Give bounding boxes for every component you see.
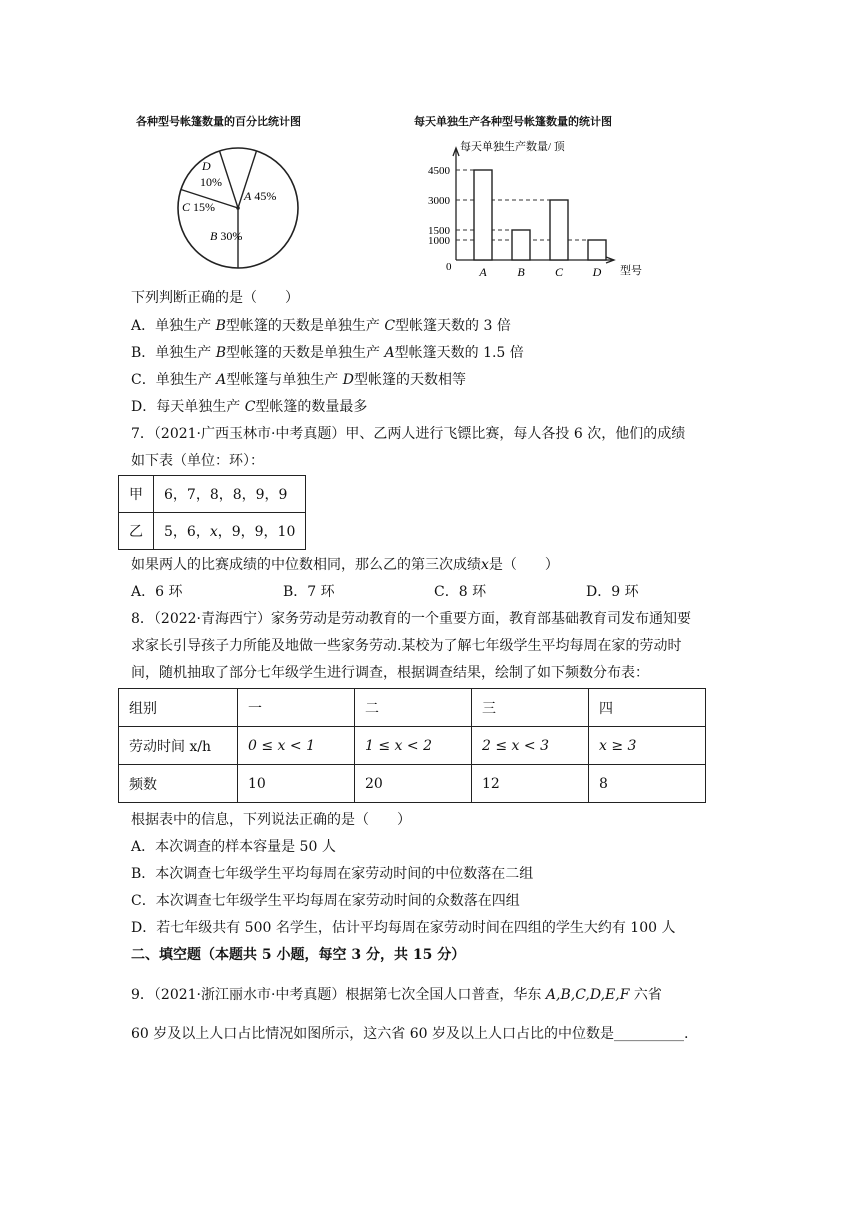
- x-tick-label: C: [554, 265, 564, 279]
- q9-line1: 9．（2021·浙江丽水市·中考真题）根据第七次全国人口普查，华东 A,B,C,D,E,F 六省: [131, 987, 662, 1003]
- q8-line2: 求家长引导孩子力所能及地做一些家务劳动.某校为了解七年级学生平均每周在家的劳动时: [131, 638, 682, 654]
- table-cell: 甲: [119, 476, 154, 513]
- table-row: [119, 689, 706, 727]
- table-cell: 8: [589, 765, 706, 803]
- x-tick-label: A: [479, 265, 487, 279]
- pie-label-c: C 15%: [182, 200, 216, 214]
- q8-frequency-table: [118, 688, 706, 803]
- table-cell: 20: [355, 765, 472, 803]
- table-row: [119, 765, 706, 803]
- table-cell: 12: [472, 765, 589, 803]
- bar-a: [474, 170, 492, 260]
- x-tick-label: B: [517, 265, 525, 279]
- table-row: [119, 476, 306, 513]
- q8-option-a: A．本次调查的样本容量是 50 人: [131, 839, 336, 855]
- q6-stem: 下列判断正确的是（ ）: [131, 290, 299, 306]
- table-cell: 二: [355, 689, 472, 727]
- pie-divider: [220, 151, 239, 208]
- x-tick-label: D: [592, 265, 602, 279]
- q7-option-b: B．7 环: [283, 584, 335, 600]
- q7-question: 如果两人的比赛成绩的中位数相同，那么乙的第三次成绩x是（ ）: [131, 557, 559, 573]
- table-cell: 5，6，x，9，9，10: [154, 513, 306, 550]
- pie-label-a: A 45%: [244, 189, 277, 203]
- q8-line3: 间，随机抽取了部分七年级学生进行调查，根据调查结果，绘制了如下频数分布表：: [131, 665, 649, 681]
- bar-chart-ylabel: 每天单独生产数量/ 顶: [460, 141, 565, 153]
- table-cell: 乙: [119, 513, 154, 550]
- pie-label-b: B 30%: [210, 229, 243, 243]
- q8-line1: 8．（2022·青海西宁）家务劳动是劳动教育的一个重要方面，教育部基础教育司发布通知要: [131, 611, 691, 627]
- q6-option-a: A．单独生产 B型帐篷的天数是单独生产 C型帐篷天数的 3 倍: [131, 318, 511, 334]
- pie-center: [236, 206, 240, 210]
- table-cell: 组别: [119, 689, 238, 727]
- y-tick-label: 1000: [428, 235, 450, 247]
- table-cell: 10: [238, 765, 355, 803]
- q7-line1: 7．（2021·广西玉林市·中考真题）甲、乙两人进行飞镖比赛，每人各投 6 次，他们的成绩: [131, 426, 686, 442]
- table-cell: 6，7，8，8，9，9: [154, 476, 306, 513]
- q6-option-c: C．单独生产 A型帐篷与单独生产 D型帐篷的天数相等: [131, 372, 466, 388]
- table-cell: x ≥ 3: [589, 727, 706, 765]
- bar-c: [550, 200, 568, 260]
- table-row: [119, 513, 306, 550]
- table-cell: 一: [238, 689, 355, 727]
- table-cell: 劳动时间 x/h: [119, 727, 238, 765]
- table-cell: 0 ≤ x < 1: [238, 727, 355, 765]
- table-cell: 三: [472, 689, 589, 727]
- q7-option-d: D．9 环: [586, 584, 639, 600]
- bar-d: [588, 240, 606, 260]
- table-cell: 频数: [119, 765, 238, 803]
- q7-option-a: A．6 环: [131, 584, 183, 600]
- q6-option-b: B．单独生产 B型帐篷的天数是单独生产 A型帐篷天数的 1.5 倍: [131, 345, 524, 361]
- table-cell: 1 ≤ x < 2: [355, 727, 472, 765]
- q8-option-b: B．本次调查七年级学生平均每周在家劳动时间的中位数落在二组: [131, 866, 534, 882]
- bar-chart-origin: 0: [446, 261, 452, 273]
- table-cell: 四: [589, 689, 706, 727]
- q6-option-d: D．每天单独生产 C型帐篷的数量最多: [131, 399, 368, 415]
- table-row: [119, 727, 706, 765]
- q7-line2: 如下表（单位：环）：: [131, 453, 264, 469]
- bar-b: [512, 230, 530, 260]
- pie-pct-d: 10%: [200, 175, 222, 189]
- q8-option-c: C．本次调查七年级学生平均每周在家劳动时间的众数落在四组: [131, 893, 520, 909]
- q8-stem: 根据表中的信息，下列说法正确的是（ ）: [131, 812, 411, 828]
- y-tick-label: 3000: [428, 195, 450, 207]
- y-tick-label: 1500: [428, 225, 450, 237]
- table-cell: 2 ≤ x < 3: [472, 727, 589, 765]
- bar-chart-xlabel: 型号: [620, 265, 642, 277]
- q7-option-c: C．8 环: [434, 584, 487, 600]
- pie-label-d: D: [202, 159, 211, 173]
- section-2-title: 二、填空题（本题共 5 小题，每空 3 分，共 15 分）: [131, 947, 466, 963]
- pie-chart: [170, 140, 306, 276]
- bar-chart: [416, 136, 656, 281]
- y-tick-label: 4500: [428, 165, 450, 177]
- q8-option-d: D．若七年级共有 500 名学生，估计平均每周在家劳动时间在四组的学生大约有 100 人: [131, 920, 676, 936]
- bar-chart-title: 每天单独生产各种型号帐篷数量的统计图: [414, 115, 612, 128]
- q7-score-table: [118, 475, 306, 550]
- pie-chart-title: 各种型号帐篷数量的百分比统计图: [136, 115, 301, 128]
- q9-line2: 60 岁及以上人口占比情况如图所示，这六省 60 岁及以上人口占比的中位数是__________.: [131, 1026, 689, 1042]
